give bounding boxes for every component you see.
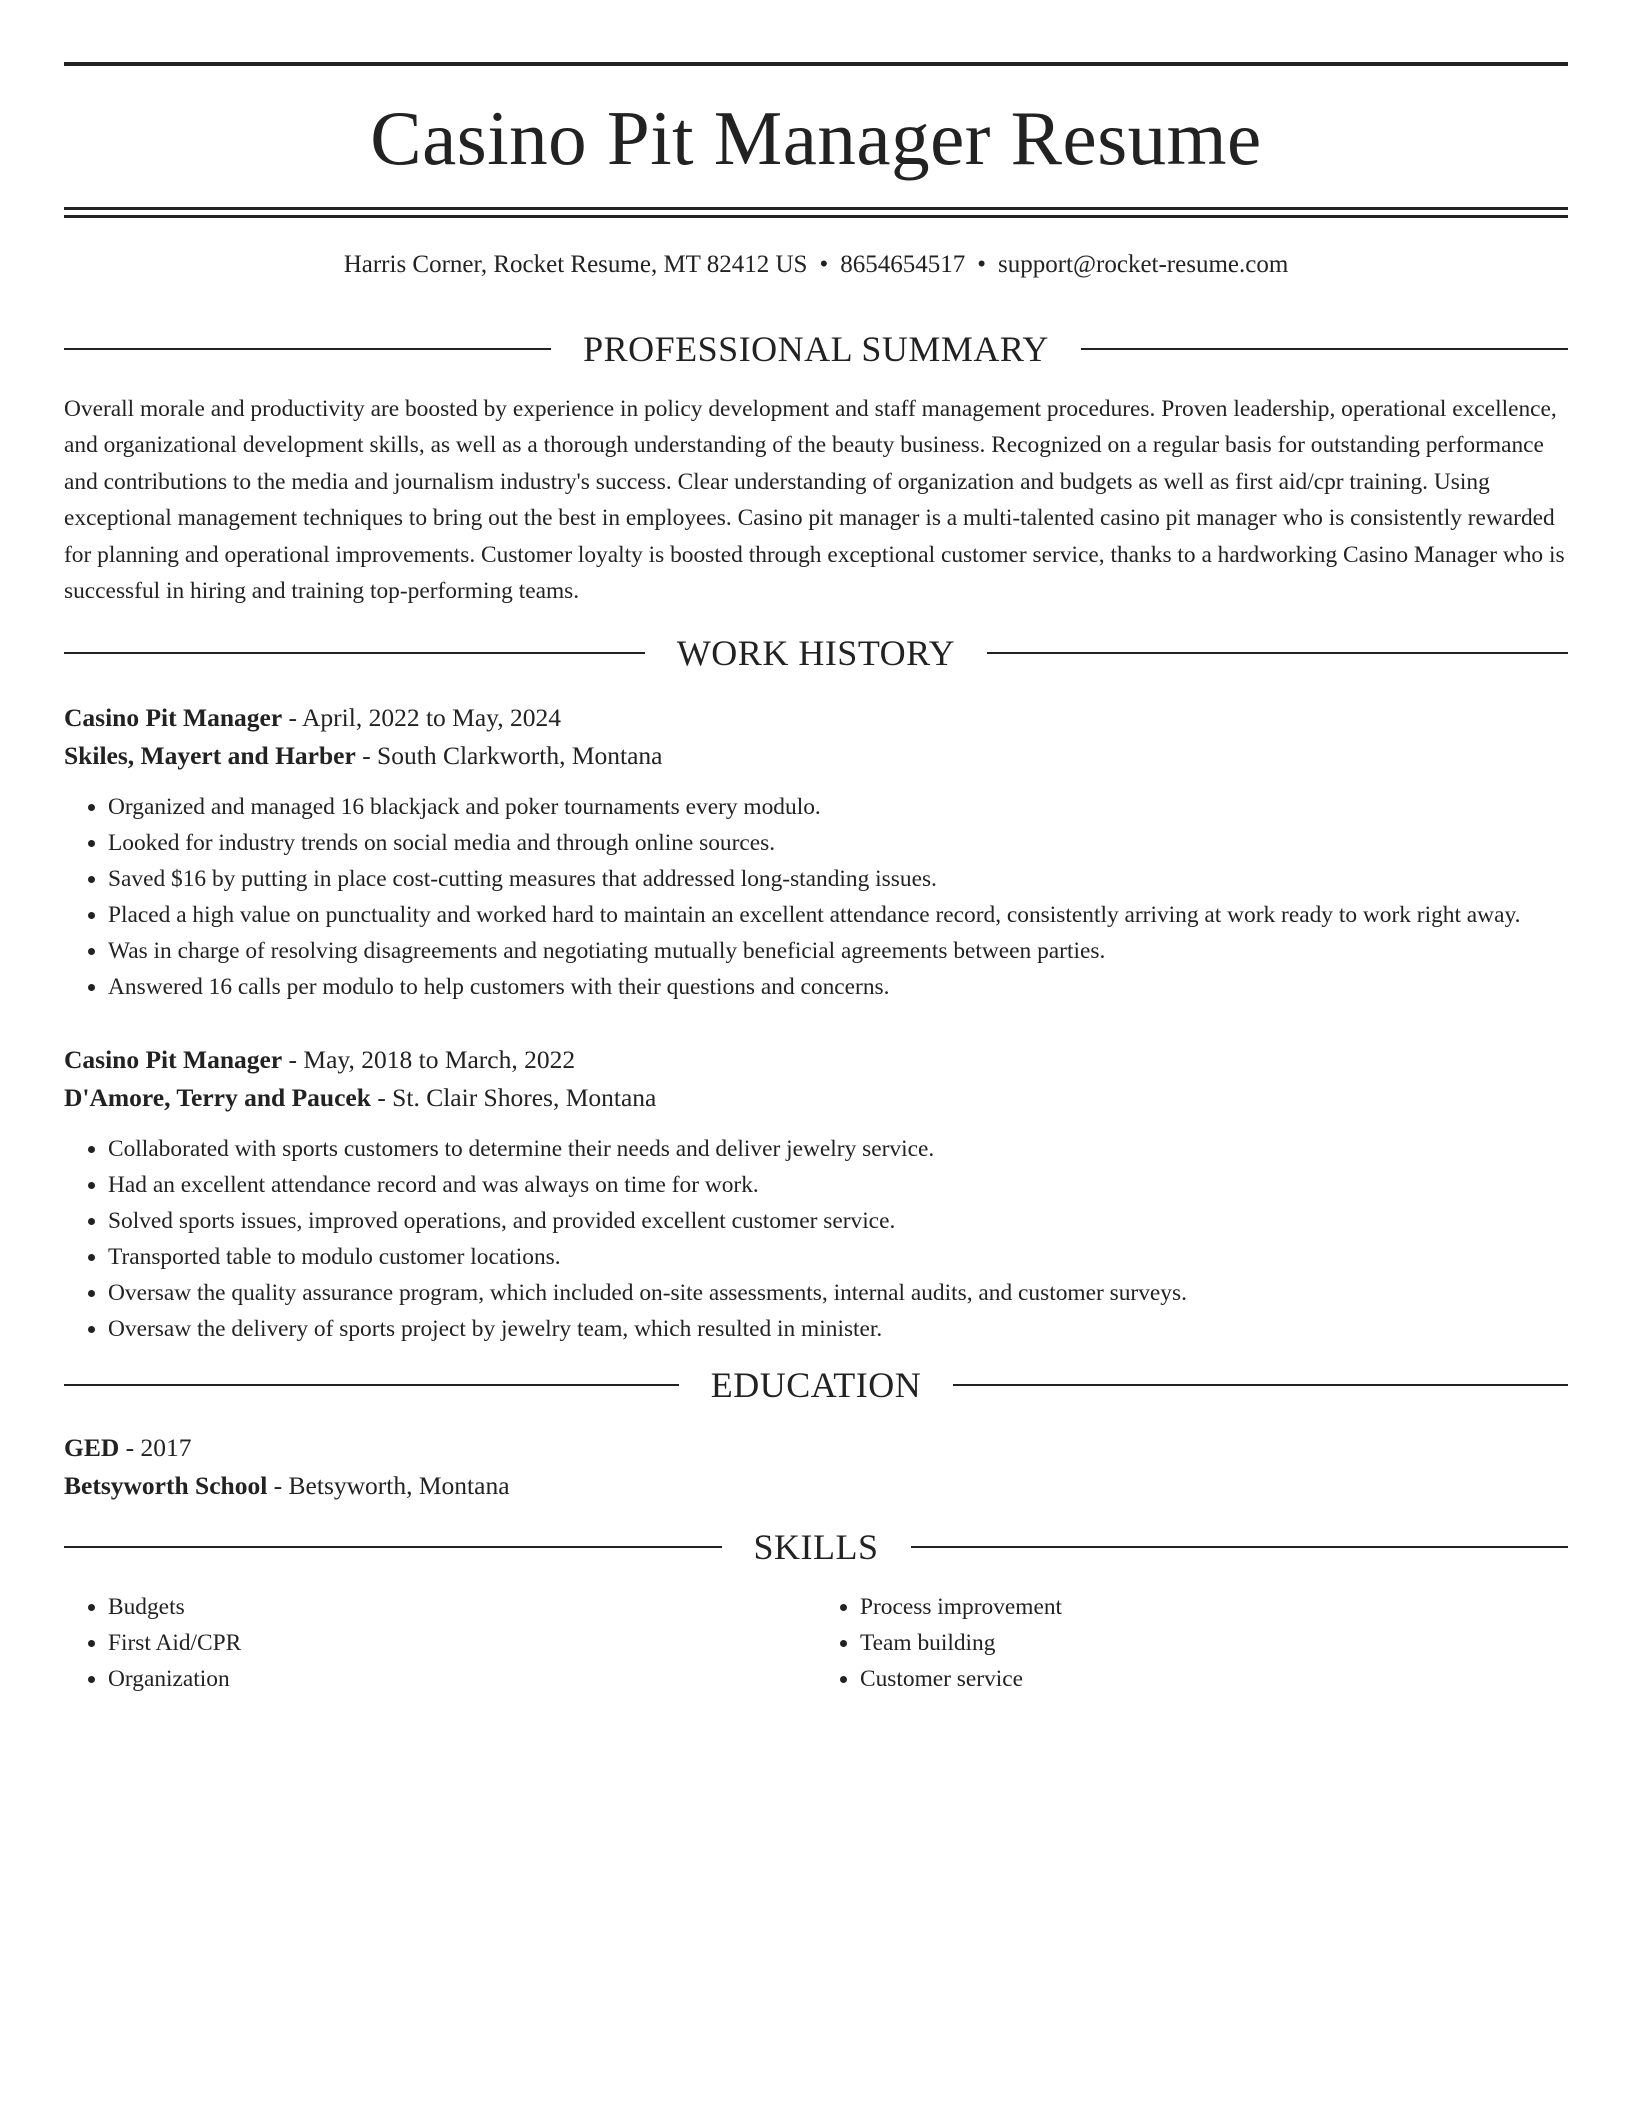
contact-separator: • bbox=[977, 251, 986, 278]
section-title: PROFESSIONAL SUMMARY bbox=[583, 329, 1049, 369]
job-title-line bbox=[64, 1041, 1568, 1079]
contact-email: support@rocket-resume.com bbox=[998, 251, 1289, 278]
job-title: Casino Pit Manager bbox=[64, 703, 283, 733]
list-item: • Placed a high value on punctuality and worked hard to maintain an excellent attendance record, consistently arriving at work ready to work right away. bbox=[108, 897, 1568, 933]
heading-rule-right bbox=[987, 652, 1568, 654]
skill-item: • Process improvement bbox=[860, 1589, 1568, 1625]
contact-address: Harris Corner, Rocket Resume, MT 82412 US bbox=[343, 251, 808, 278]
list-item: • Had an excellent attendance record and was always on time for work. bbox=[108, 1167, 1568, 1203]
contact-separator: • bbox=[819, 251, 829, 278]
job-title: Casino Pit Manager bbox=[64, 1045, 283, 1075]
heading-rule-right bbox=[911, 1546, 1569, 1548]
job-location: - St. Clair Shores, Montana bbox=[370, 1083, 657, 1113]
education-degree-line bbox=[64, 1429, 1568, 1467]
job-dates: - May, 2018 to March, 2022 bbox=[282, 1045, 576, 1075]
job-company-line bbox=[64, 1079, 1568, 1117]
education-entry bbox=[64, 1429, 1568, 1505]
summary-text: Overall morale and productivity are boosted by experience in policy development and staff management procedures. Proven leadership, operational excellence, and organizational development skills, as well as a thorough understanding of the beauty business. Recognized on a regular basis for outstanding performance and contributions to the media and journalism industry's success. Clear understanding of organization and budgets as well as first aid/cpr training. Using exceptional management techniques to bring out the best in employees. Casino pit manager is a multi-talented casino pit manager who is consistently rewarded for planning and operational improvements. Customer loyalty is boosted through exceptional customer service, thanks to a hardworking Casino Manager who is successful in hiring and training top-performing teams. bbox=[64, 396, 1565, 605]
work-history-section-heading bbox=[64, 633, 1568, 674]
resume-page bbox=[64, 0, 1568, 1697]
top-rule bbox=[64, 62, 1568, 66]
job-company-line bbox=[64, 737, 1568, 775]
list-item: • Looked for industry trends on social media and through online sources. bbox=[108, 825, 1568, 861]
summary-section-heading bbox=[64, 331, 1568, 367]
skills-column-left bbox=[64, 1589, 816, 1697]
section-title: SKILLS bbox=[753, 1527, 879, 1568]
skill-item: • Organization bbox=[108, 1661, 816, 1697]
list-item: • Saved $16 by putting in place cost-cutting measures that addressed long-standing issues. bbox=[108, 861, 1568, 897]
list-item: • Collaborated with sports customers to determine their needs and deliver jewelry service. bbox=[108, 1131, 1568, 1167]
skills-list bbox=[64, 1589, 1568, 1697]
heading-rule-left bbox=[64, 348, 551, 350]
list-item: • Oversaw the delivery of sports project by jewelry team, which resulted in minister. bbox=[108, 1311, 1568, 1347]
job-title-line bbox=[64, 699, 1568, 737]
job-bullet-list bbox=[64, 1131, 1568, 1347]
job-bullet-list bbox=[64, 789, 1568, 1005]
list-item: • Answered 16 calls per modulo to help customers with their questions and concerns. bbox=[108, 969, 1568, 1005]
skill-item: • Team building bbox=[860, 1625, 1568, 1661]
education-location: - Betsyworth, Montana bbox=[267, 1471, 510, 1501]
job-entry bbox=[64, 699, 1568, 1005]
education-section-heading bbox=[64, 1365, 1568, 1406]
job-company: D'Amore, Terry and Paucek bbox=[64, 1083, 371, 1113]
contact-line bbox=[64, 252, 1568, 277]
contact-phone: 8654654517 bbox=[840, 251, 966, 278]
heading-rule-right bbox=[1081, 348, 1568, 350]
job-location: - South Clarkworth, Montana bbox=[355, 741, 663, 771]
heading-rule-left bbox=[64, 652, 645, 654]
skills-column-right bbox=[816, 1589, 1568, 1697]
page-title: Casino Pit Manager Resume bbox=[370, 95, 1262, 181]
education-year: - 2017 bbox=[119, 1433, 192, 1463]
section-title: WORK HISTORY bbox=[676, 633, 956, 674]
list-item: • Was in charge of resolving disagreements and negotiating mutually beneficial agreements between parties. bbox=[108, 933, 1568, 969]
skill-item: • Budgets bbox=[108, 1589, 816, 1625]
list-item: • Transported table to modulo customer locations. bbox=[108, 1239, 1568, 1275]
section-title: EDUCATION bbox=[710, 1365, 922, 1406]
skill-item: • First Aid/CPR bbox=[108, 1625, 816, 1661]
skill-item: • Customer service bbox=[860, 1661, 1568, 1697]
list-item: • Oversaw the quality assurance program, which included on-site assessments, internal audits, and customer surveys. bbox=[108, 1275, 1568, 1311]
heading-rule-right bbox=[953, 1384, 1568, 1386]
job-entry bbox=[64, 1041, 1568, 1347]
job-company: Skiles, Mayert and Harber bbox=[64, 741, 356, 771]
heading-rule-left bbox=[64, 1384, 679, 1386]
list-item: • Organized and managed 16 blackjack and poker tournaments every modulo. bbox=[108, 789, 1568, 825]
education-school: Betsyworth School bbox=[64, 1471, 268, 1501]
heading-rule-left bbox=[64, 1546, 722, 1548]
list-item: • Solved sports issues, improved operations, and provided excellent customer service. bbox=[108, 1203, 1568, 1239]
education-school-line bbox=[64, 1467, 1568, 1505]
education-degree: GED bbox=[64, 1433, 120, 1463]
job-dates: - April, 2022 to May, 2024 bbox=[282, 703, 561, 733]
title-double-rule bbox=[64, 207, 1568, 218]
skills-section-heading bbox=[64, 1527, 1568, 1568]
